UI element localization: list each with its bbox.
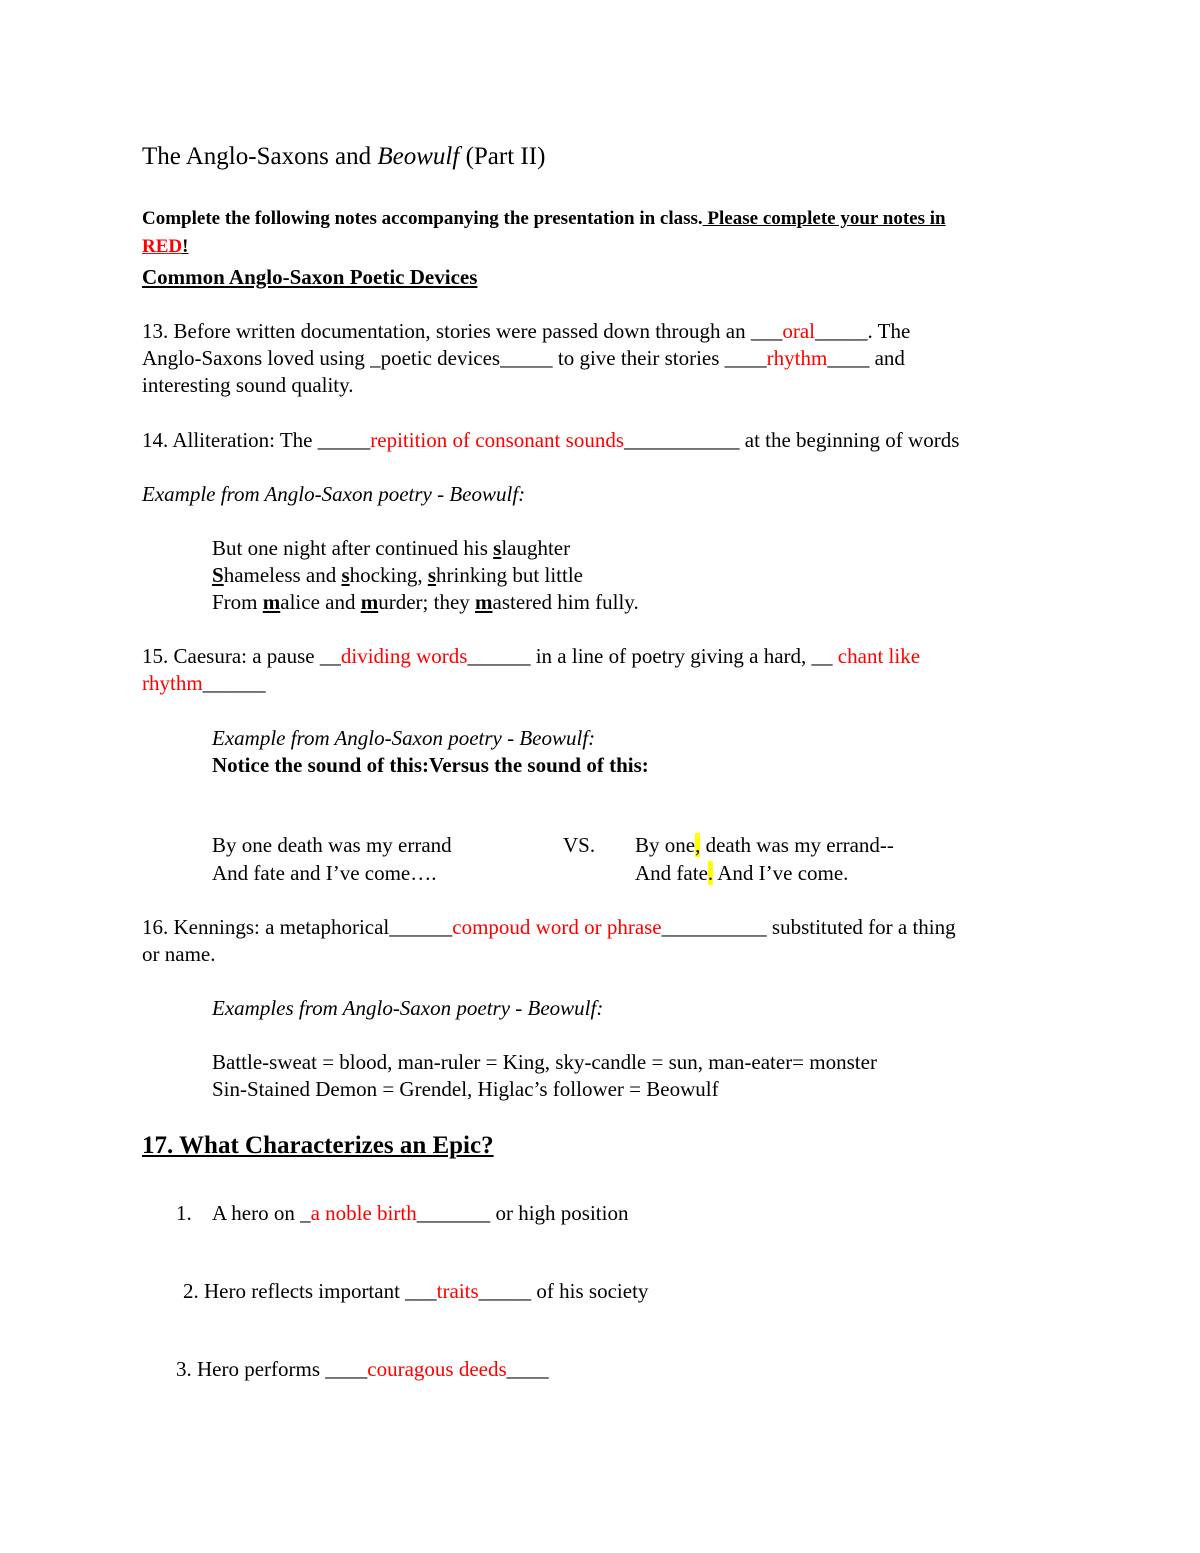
q15-text: ______ in a line of poetry giving a hard, __ bbox=[467, 644, 838, 668]
q15-text: ______ bbox=[202, 671, 266, 695]
q15-answer-2: chant like bbox=[837, 644, 921, 668]
instructions bbox=[142, 208, 946, 230]
caesura-left-2: And fate and I’ve come…. bbox=[212, 861, 437, 885]
title-suffix: (Part II) bbox=[459, 143, 546, 170]
epic-text: 3. Hero performs ____ bbox=[176, 1357, 368, 1381]
alliteration-text: But one night after continued his bbox=[212, 536, 494, 560]
instructions-exclaim: ! bbox=[182, 236, 189, 257]
devices-heading: Common Anglo-Saxon Poetic Devices bbox=[142, 265, 478, 289]
instructions-emphasis: Please complete your notes in bbox=[702, 208, 946, 229]
alliteration-line-1 bbox=[212, 535, 570, 563]
q16-line-2: or name. bbox=[142, 942, 216, 966]
example-label-1: Example from Anglo-Saxon poetry - Beowulf: bbox=[142, 482, 526, 506]
epic-text: _______ or high position bbox=[416, 1201, 629, 1225]
epic-item-1 bbox=[212, 1200, 628, 1228]
q16-text: 16. Kennings: a metaphorical______ bbox=[142, 915, 453, 939]
caesura-left-1: By one death was my errand bbox=[212, 833, 452, 857]
caesura-text: And fate bbox=[635, 861, 708, 885]
example-label-2: Example from Anglo-Saxon poetry - Beowulf: bbox=[212, 726, 596, 750]
title-text: The Anglo-Saxons and bbox=[142, 143, 378, 170]
q13-text: 13. Before written documentation, stories were passed down through an ___ bbox=[142, 319, 783, 343]
alliteration-letter: s bbox=[493, 536, 502, 560]
q14-line bbox=[142, 427, 959, 455]
instructions-red-word: RED bbox=[142, 236, 183, 257]
alliteration-text: hameless and bbox=[223, 563, 342, 587]
q15-answer-2-cont: rhythm bbox=[142, 671, 203, 695]
epic-item-1-number: 1. bbox=[176, 1201, 192, 1225]
kennings-line-2: Sin-Stained Demon = Grendel, Higlac’s follower = Beowulf bbox=[212, 1077, 719, 1101]
alliteration-text: From bbox=[212, 590, 263, 614]
vs-label: VS. bbox=[563, 833, 596, 857]
q13-line-2 bbox=[142, 345, 905, 373]
alliteration-text: alice and bbox=[280, 590, 361, 614]
q13-answer-oral: oral bbox=[782, 319, 816, 343]
instructions-text: Complete the following notes accompanying the presentation in class. bbox=[142, 208, 703, 229]
q15-text: 15. Caesura: a pause __ bbox=[142, 644, 341, 668]
page-title bbox=[142, 143, 545, 171]
q14-answer: repitition of consonant sounds bbox=[370, 428, 624, 452]
epic-text: _____ of his society bbox=[478, 1279, 649, 1303]
alliteration-text: hocking, bbox=[349, 563, 428, 587]
alliteration-line-3 bbox=[212, 589, 639, 617]
caesura-highlight: , bbox=[695, 833, 701, 857]
epic-item-2 bbox=[183, 1278, 648, 1306]
alliteration-letter: s bbox=[341, 563, 350, 587]
q13-line-3: interesting sound quality. bbox=[142, 373, 354, 397]
q16-text: __________ substituted for a thing bbox=[661, 915, 956, 939]
epic-answer-1: a noble birth bbox=[310, 1201, 417, 1225]
epic-text: A hero on _ bbox=[212, 1201, 311, 1225]
instructions-red-line bbox=[142, 236, 188, 258]
alliteration-letter: m bbox=[262, 590, 281, 614]
caesura-right-2 bbox=[635, 860, 848, 888]
caesura-text: And I’ve come. bbox=[713, 861, 849, 885]
alliteration-text: laughter bbox=[501, 536, 571, 560]
notice-line: Notice the sound of this:Versus the sound of this: bbox=[212, 753, 649, 777]
alliteration-letter: s bbox=[427, 563, 437, 587]
q13-text: Anglo-Saxons loved using _poetic devices_____ to give their stories ____ bbox=[142, 346, 767, 370]
epic-answer-3: couragous deeds bbox=[367, 1357, 507, 1381]
epic-heading: 17. What Characterizes an Epic? bbox=[142, 1132, 494, 1159]
q13-line-1 bbox=[142, 318, 910, 346]
alliteration-text: astered him fully. bbox=[492, 590, 639, 614]
q13-answer-rhythm: rhythm bbox=[766, 346, 828, 370]
q15-line-2 bbox=[142, 670, 266, 698]
alliteration-line-2 bbox=[212, 562, 583, 590]
caesura-text: By one bbox=[635, 833, 696, 857]
kennings-line-1: Battle-sweat = blood, man-ruler = King, sky-candle = sun, man-eater= monster bbox=[212, 1050, 877, 1074]
example-label-3: Examples from Anglo-Saxon poetry - Beowulf: bbox=[212, 996, 604, 1020]
epic-text: ____ bbox=[506, 1357, 549, 1381]
q16-answer: compoud word or phrase bbox=[452, 915, 662, 939]
alliteration-text: hrinking but little bbox=[436, 563, 584, 587]
q14-text: ___________ at the beginning of words bbox=[624, 428, 960, 452]
alliteration-letter: m bbox=[475, 590, 493, 614]
epic-answer-2: traits bbox=[436, 1279, 479, 1303]
caesura-text: death was my errand-- bbox=[700, 833, 894, 857]
epic-text: 2. Hero reflects important ___ bbox=[183, 1279, 437, 1303]
caesura-highlight: . bbox=[707, 861, 714, 885]
q15-answer-1: dividing words bbox=[340, 644, 468, 668]
alliteration-letter: m bbox=[360, 590, 379, 614]
q13-text: ____ and bbox=[827, 346, 905, 370]
caesura-right-1 bbox=[635, 832, 894, 860]
epic-item-3 bbox=[176, 1356, 549, 1384]
q14-text: 14. Alliteration: The _____ bbox=[142, 428, 371, 452]
q15-line-1 bbox=[142, 643, 920, 671]
q13-text: _____. The bbox=[815, 319, 911, 343]
alliteration-letter: S bbox=[212, 563, 224, 587]
alliteration-text: urder; they bbox=[378, 590, 476, 614]
q16-line-1 bbox=[142, 914, 956, 942]
title-italic: Beowulf bbox=[377, 143, 460, 170]
